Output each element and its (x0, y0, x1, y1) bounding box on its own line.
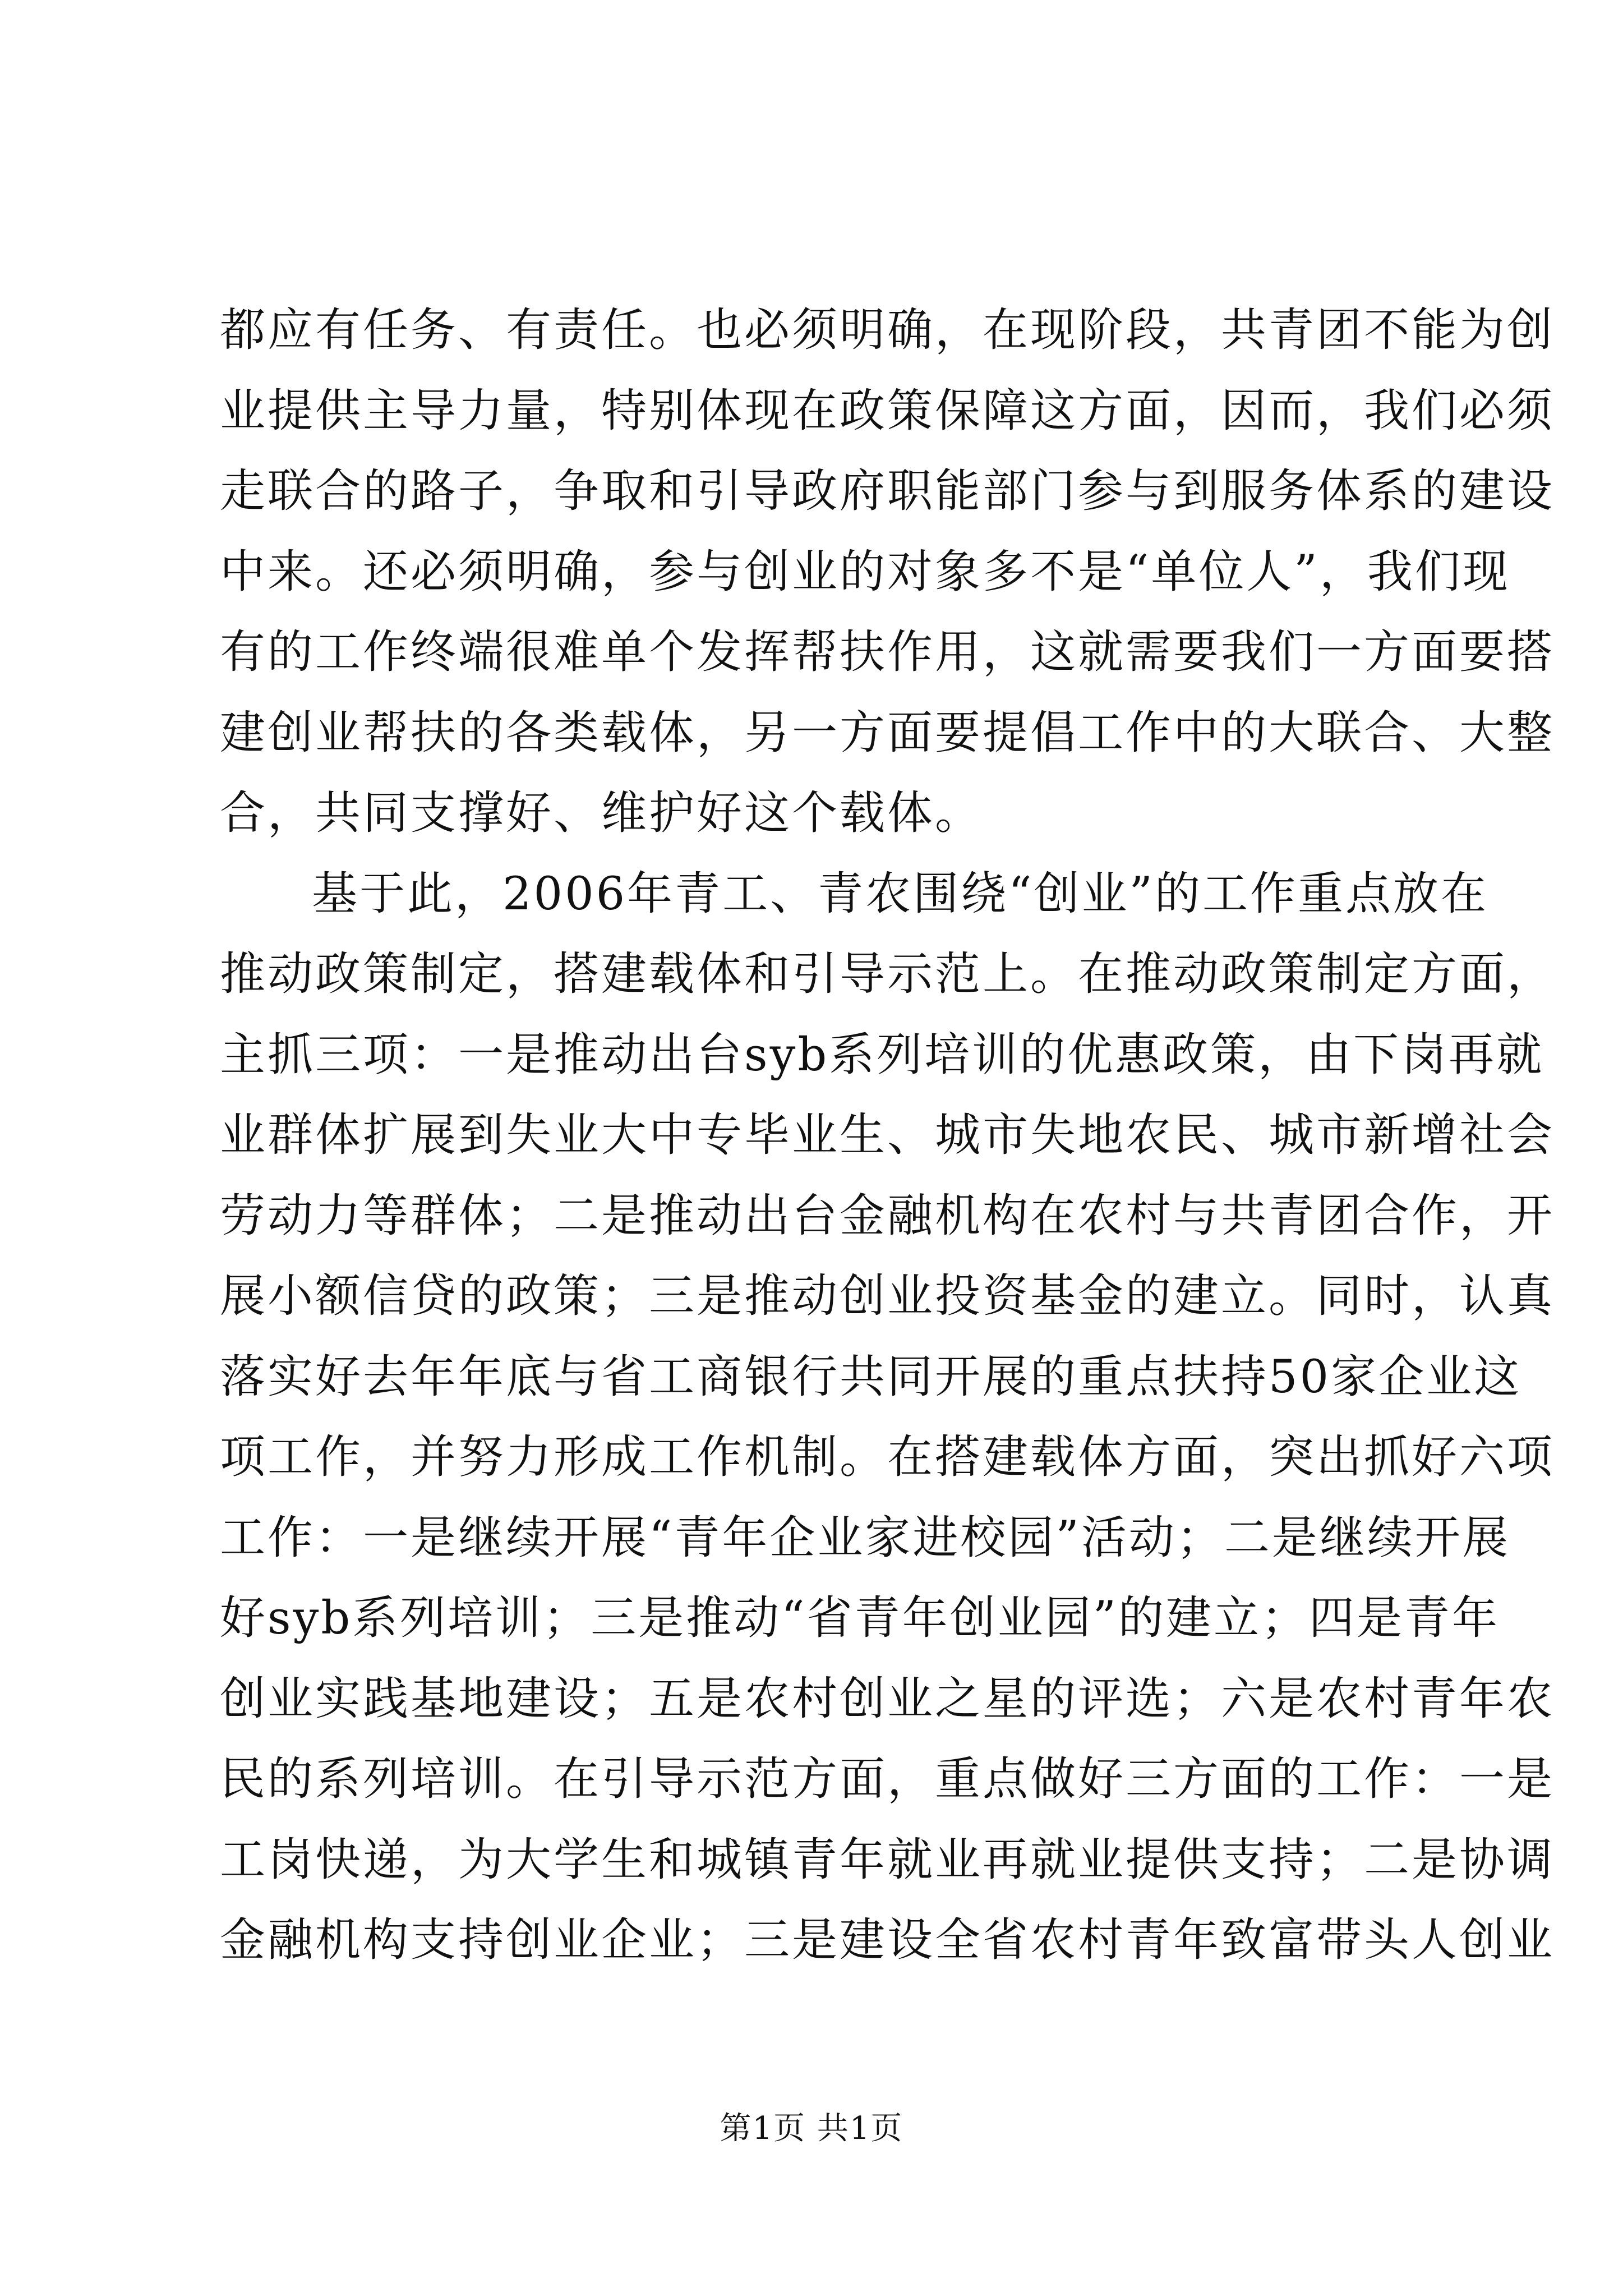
text-line: 展小额信贷的政策；三是推动创业投资基金的建立。同时，认真 (220, 1270, 1555, 1323)
text-line: 劳动力等群体；二是推动出台金融机构在农村与共青团合作，开 (220, 1189, 1555, 1243)
text-line: 民的系列培训。在引导示范方面，重点做好三方面的工作：一是 (220, 1753, 1555, 1806)
text-line: 金融机构支持创业企业；三是建设全省农村青年致富带头人创业 (220, 1914, 1555, 1967)
text-line: 创业实践基地建设；五是农村创业之星的评选；六是农村青年农 (220, 1672, 1555, 1726)
text-line: 建创业帮扶的各类载体，另一方面要提倡工作中的大联合、大整 (220, 706, 1555, 760)
text-line: 主抓三项：一是推动出台syb系列培训的优惠政策，由下岗再就 (220, 1028, 1544, 1082)
page-footer (0, 2106, 1623, 2151)
text-line: 工作：一是继续开展“青年企业家进校园”活动；二是继续开展 (220, 1511, 1510, 1565)
text-line: 业群体扩展到失业大中专毕业生、城市失地农民、城市新增社会 (220, 1109, 1555, 1162)
text-line: 落实好去年年底与省工商银行共同开展的重点扶持50家企业这 (220, 1350, 1522, 1404)
paragraph-start-line: 基于此，2006年青工、青农围绕“创业”的工作重点放在 (312, 867, 1488, 921)
text-line: 走联合的路子，争取和引导政府职能部门参与到服务体系的建设 (220, 465, 1555, 518)
text-line: 有的工作终端很难单个发挥帮扶作用，这就需要我们一方面要搭 (220, 626, 1555, 679)
text-line: 工岗快递，为大学生和城镇青年就业再就业提供支持；二是协调 (220, 1833, 1555, 1887)
page-number-label: 第1页 共1页 (720, 2110, 903, 2147)
text-line: 业提供主导力量，特别体现在政策保障这方面，因而，我们必须 (220, 384, 1555, 438)
text-line: 项工作，并努力形成工作机制。在搭建载体方面，突出抓好六项 (220, 1431, 1555, 1484)
text-line: 好syb系列培训；三是推动“省青年创业园”的建立；四是青年 (220, 1592, 1500, 1645)
text-line: 都应有任务、有责任。也必须明确，在现阶段，共青团不能为创 (220, 304, 1555, 357)
text-line: 推动政策制定，搭建载体和引导示范上。在推动政策制定方面， (220, 948, 1555, 1001)
document-body (220, 291, 1555, 1981)
text-line: 中来。还必须明确，参与创业的对象多不是“单位人”，我们现 (220, 545, 1510, 599)
paragraph-end-line: 合，共同支撑好、维护好这个载体。 (220, 787, 983, 840)
